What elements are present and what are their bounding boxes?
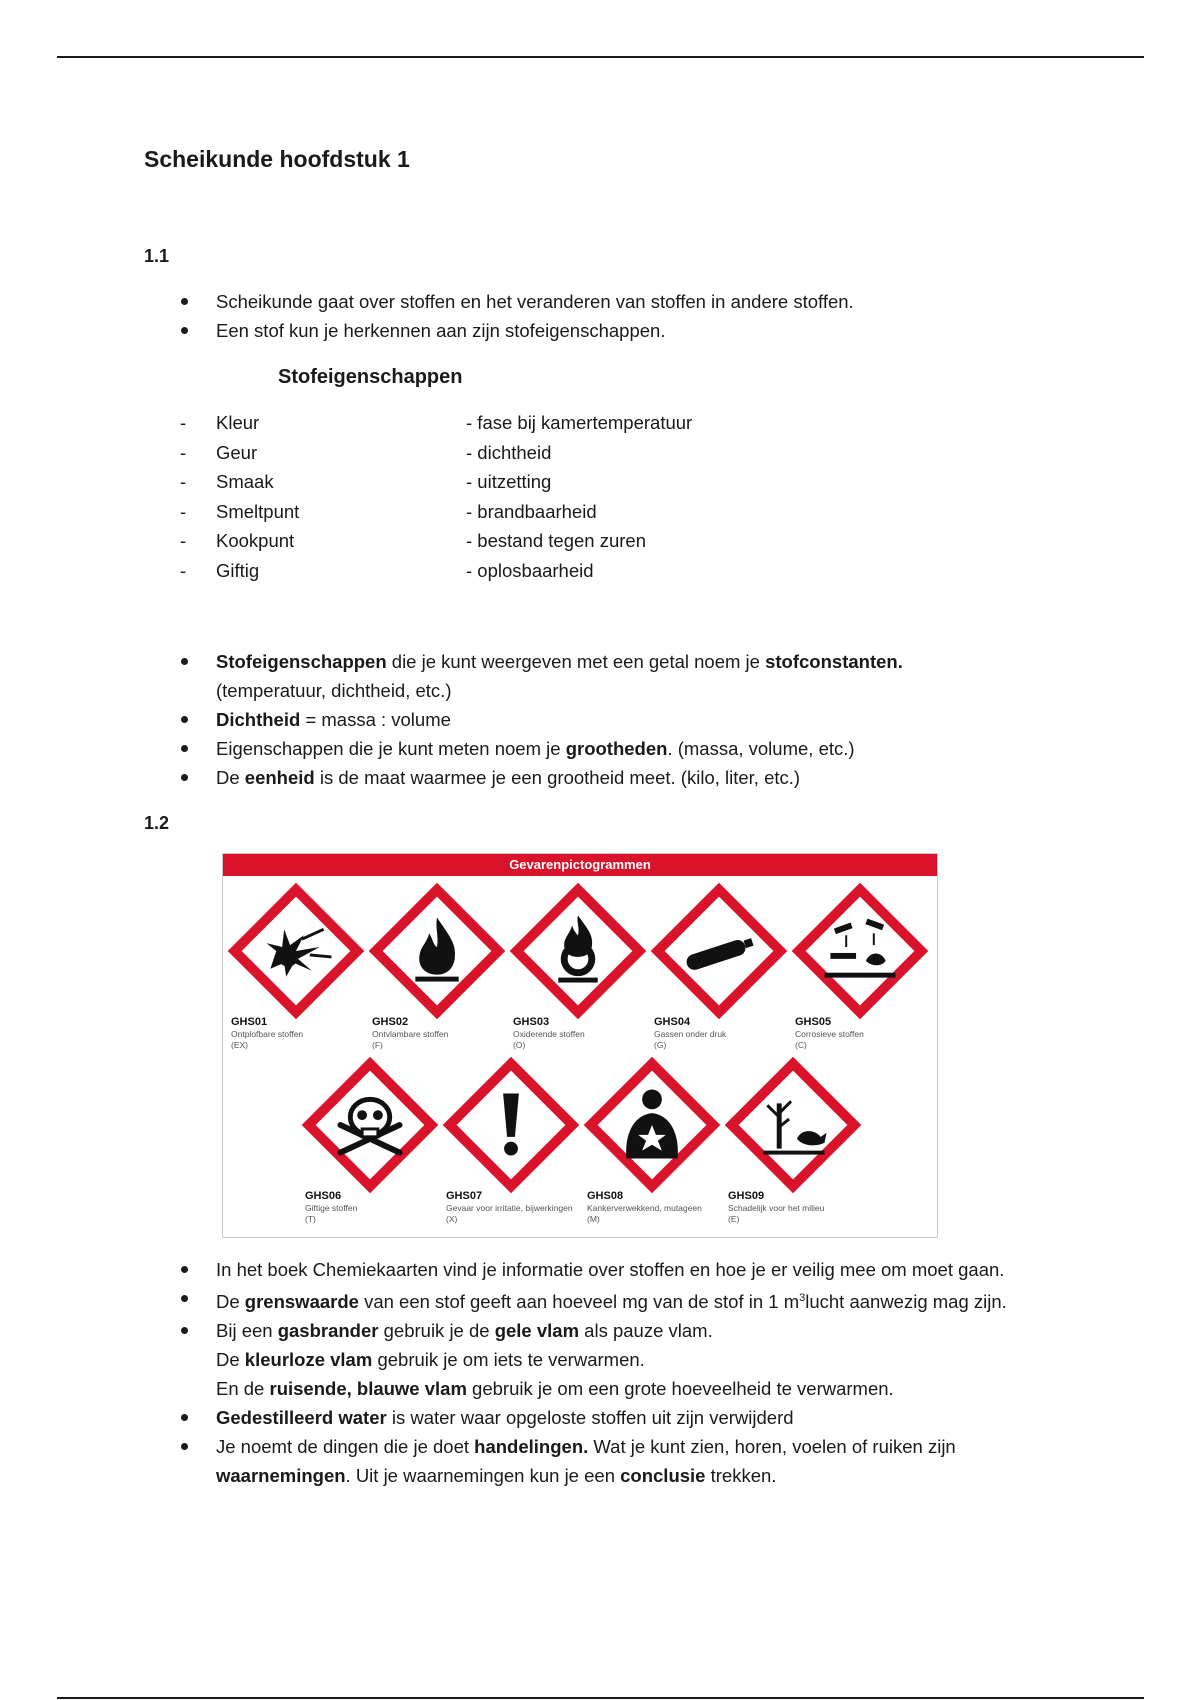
property-left: Smeltpunt xyxy=(216,500,300,522)
ghs-code: GHS05 xyxy=(795,1016,832,1028)
text: . Uit je waarnemingen kun je een xyxy=(345,1465,621,1487)
property-right: - bestand tegen zuren xyxy=(466,530,646,551)
list-item: In het boek Chemiekaarten vind je informatie over stoffen en hoe je er veilig mee om moet gaan. xyxy=(0,1255,1200,1284)
text: (temperatuur, dichtheid, etc.) xyxy=(216,680,452,701)
constants-bullet-list xyxy=(0,647,1200,792)
ghs-code: GHS07 xyxy=(446,1190,483,1202)
ghs-category: (EX) xyxy=(231,1040,248,1050)
property-left: Giftig xyxy=(216,559,260,581)
ghs-description: Corrosieve stoffen xyxy=(795,1029,864,1039)
property-row xyxy=(0,438,1200,468)
bold-term: Gedestilleerd water xyxy=(216,1407,387,1429)
list-item xyxy=(0,647,1200,705)
dash: - xyxy=(180,441,187,463)
bold-term: Dichtheid xyxy=(216,709,301,730)
ghs-category: (M) xyxy=(587,1214,600,1224)
ghs-code: GHS01 xyxy=(231,1016,268,1028)
dash: - xyxy=(180,530,187,551)
document-title: Scheikunde hoofdstuk 1 xyxy=(144,146,410,172)
section-heading-1-2: 1.2 xyxy=(144,813,170,833)
text: is de maat waarmee je een grootheid meet. (kilo, liter, etc.) xyxy=(314,767,801,788)
ghs-category: (O) xyxy=(513,1040,526,1050)
ghs-code: GHS08 xyxy=(587,1190,624,1202)
ghs-category: (C) xyxy=(795,1040,807,1050)
ghs-pictogram-figure xyxy=(222,853,938,1238)
list-item xyxy=(0,734,1200,763)
list-item: Een stof kun je herkennen aan zijn stofeigenschappen. xyxy=(0,316,1200,345)
bold-term: eenheid xyxy=(244,767,315,788)
property-left: Smaak xyxy=(216,471,274,492)
property-row xyxy=(0,497,1200,527)
bottom-rule xyxy=(57,1697,1144,1699)
ghs-description: Gassen onder druk xyxy=(654,1029,727,1039)
text: trekken. xyxy=(705,1465,777,1487)
dash: - xyxy=(180,500,187,522)
bold-term: grootheden xyxy=(565,738,668,759)
property-row xyxy=(0,556,1200,586)
ghs-description: Schadelijk voor het milieu xyxy=(728,1203,825,1213)
list-item xyxy=(0,1316,1200,1403)
text: Bij een xyxy=(216,1320,278,1342)
list-item xyxy=(0,1284,1200,1316)
ghs-code: GHS03 xyxy=(513,1016,550,1028)
explosion-icon xyxy=(227,882,365,1020)
ghs-category: (G) xyxy=(654,1040,667,1050)
ghs-category: (E) xyxy=(728,1214,740,1224)
property-left: Kookpunt xyxy=(216,530,295,551)
intro-bullet-list xyxy=(0,287,1200,345)
ghs-code: GHS02 xyxy=(372,1016,409,1028)
top-rule xyxy=(57,56,1144,58)
text: van een stof geeft aan hoeveel mg van de stof in 1 m xyxy=(358,1291,800,1313)
property-right: - dichtheid xyxy=(466,441,552,463)
bold-term: stofconstanten. xyxy=(765,651,903,672)
ghs-description: Gevaar voor irritatie, bijwerkingen xyxy=(446,1203,573,1213)
property-row xyxy=(0,408,1200,438)
text: gebruik je om een grote hoeveelheid te verwarmen. xyxy=(466,1378,894,1400)
bold-term: waarnemingen xyxy=(216,1465,346,1487)
environment-hazard-icon xyxy=(724,1056,862,1194)
ghs-code: GHS04 xyxy=(654,1016,691,1028)
list-item: Scheikunde gaat over stoffen en het veranderen van stoffen in andere stoffen. xyxy=(0,287,1200,316)
safety-bullet-list xyxy=(0,1255,1200,1490)
bold-term: kleurloze vlam xyxy=(244,1349,373,1371)
text: En de xyxy=(216,1378,270,1400)
dash: - xyxy=(180,412,187,433)
text: De xyxy=(216,767,245,788)
ghs-description: Giftige stoffen xyxy=(305,1203,358,1213)
ghs-code: GHS09 xyxy=(728,1190,765,1202)
properties-list xyxy=(0,408,1200,585)
properties-heading: Stofeigenschappen xyxy=(278,366,463,388)
property-row xyxy=(0,467,1200,497)
ghs-header: Gevarenpictogrammen xyxy=(223,854,937,876)
ghs-description: Oxiderende stoffen xyxy=(513,1029,585,1039)
property-right: - fase bij kamertemperatuur xyxy=(466,412,693,433)
skull-crossbones-icon xyxy=(301,1056,439,1194)
text: Je noemt de dingen die je doet xyxy=(216,1436,475,1458)
text: Eigenschappen die je kunt meten noem je xyxy=(216,738,566,759)
bold-term: grenswaarde xyxy=(244,1291,359,1313)
ghs-description: Ontplofbare stoffen xyxy=(231,1029,304,1039)
ghs-code: GHS06 xyxy=(305,1190,342,1202)
bold-term: ruisende, blauwe vlam xyxy=(269,1378,467,1400)
list-item xyxy=(0,1432,1200,1490)
section-heading-1-1: 1.1 xyxy=(144,246,170,266)
property-right: - brandbaarheid xyxy=(466,500,597,522)
bold-term: conclusie xyxy=(620,1465,706,1487)
list-item xyxy=(0,705,1200,734)
ghs-description: Kankerverwekkend, mutageen xyxy=(587,1203,702,1213)
ghs-category: (T) xyxy=(305,1214,316,1224)
text: is water waar opgeloste stoffen uit zijn verwijderd xyxy=(386,1407,794,1429)
property-row xyxy=(0,526,1200,556)
bold-term: gasbrander xyxy=(277,1320,379,1342)
text: als pauze vlam. xyxy=(579,1320,713,1342)
property-left: Kleur xyxy=(216,412,260,433)
text: lucht aanwezig mag zijn. xyxy=(805,1291,1007,1313)
bold-term: handelingen. xyxy=(474,1436,589,1458)
ghs-description: Ontvlambare stoffen xyxy=(372,1029,449,1039)
gas-cylinder-icon xyxy=(650,882,788,1020)
text: . (massa, volume, etc.) xyxy=(667,738,855,759)
text: De xyxy=(216,1349,245,1371)
property-right: - uitzetting xyxy=(466,471,552,492)
text: gebruik je de xyxy=(378,1320,495,1342)
text: gebruik je om iets te verwarmen. xyxy=(372,1349,645,1371)
health-hazard-icon xyxy=(583,1056,721,1194)
dash: - xyxy=(180,559,187,581)
text: Wat je kunt zien, horen, voelen of ruiken zijn xyxy=(588,1436,956,1458)
text: De xyxy=(216,1291,245,1313)
bold-term: Stofeigenschappen xyxy=(216,651,387,672)
property-left: Geur xyxy=(216,441,258,463)
ghs-category: (F) xyxy=(372,1040,383,1050)
list-item xyxy=(0,1403,1200,1432)
superscript: 3 xyxy=(799,1292,806,1304)
list-item xyxy=(0,763,1200,792)
dash: - xyxy=(180,471,187,492)
text: die je kunt weergeven met een getal noem je xyxy=(386,651,766,672)
corrosion-icon xyxy=(791,882,929,1020)
flame-icon xyxy=(368,882,506,1020)
flame-over-circle-icon xyxy=(509,882,647,1020)
property-right: - oplosbaarheid xyxy=(466,559,594,581)
text: = massa : volume xyxy=(300,709,451,730)
ghs-category: (X) xyxy=(446,1214,458,1224)
exclamation-mark-icon xyxy=(442,1056,580,1194)
bold-term: gele vlam xyxy=(494,1320,580,1342)
